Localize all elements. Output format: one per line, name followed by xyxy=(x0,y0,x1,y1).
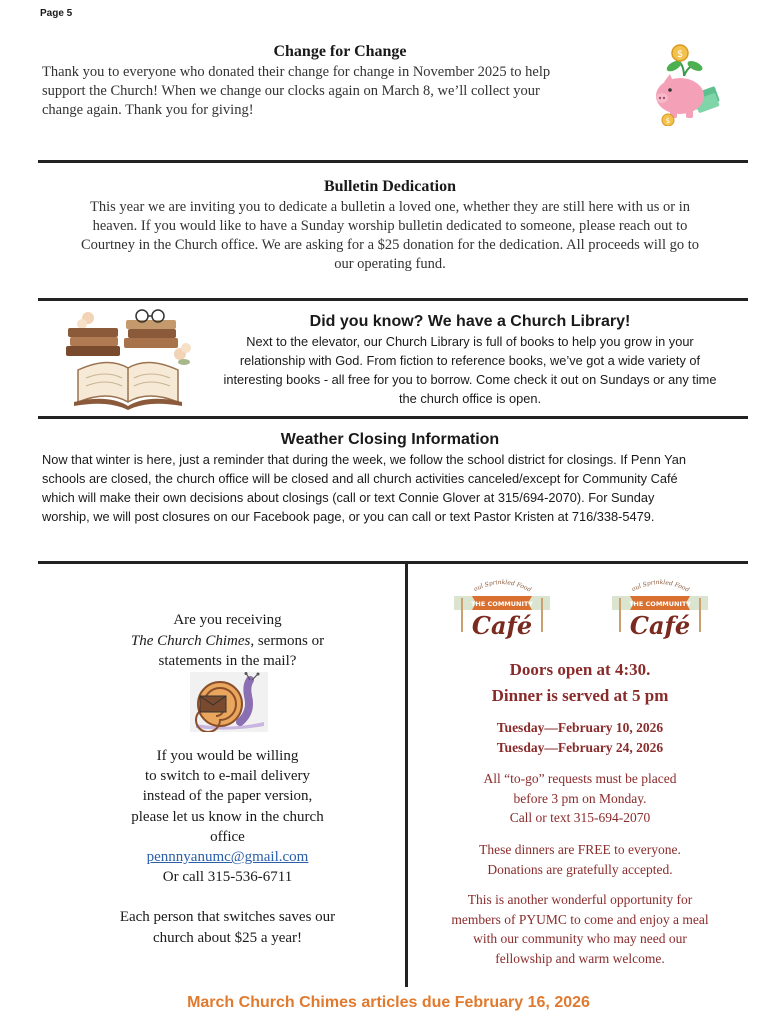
logo-arc: oul Sprinkled Food xyxy=(472,578,533,594)
svg-text:$: $ xyxy=(676,49,684,60)
cafe-opportunity xyxy=(410,890,750,968)
weather-body xyxy=(42,450,752,526)
library-line: interesting books - all free for you to borrow. Come check it out on Sundays or any time xyxy=(223,372,717,387)
library-line: relationship with God. From fiction to reference books, we’ve got a wide variety of xyxy=(239,353,701,368)
change-body xyxy=(42,63,642,120)
bulletin-line: our operating fund. xyxy=(334,256,446,272)
divider xyxy=(38,561,748,564)
library-line: Next to the elevator, our Church Library is full of books to help you grow in your xyxy=(246,334,694,349)
svg-text:$: $ xyxy=(665,117,671,125)
email-line: Each person that switches saves our xyxy=(119,909,336,925)
togo-line: before 3 pm on Monday. xyxy=(513,790,647,806)
togo-line: Call or text 315-694-2070 xyxy=(509,810,651,825)
change-line: change again. Thank you for giving! xyxy=(42,102,254,118)
weather-line: Now that winter is here, just a reminder that during the week, we follow the school district for closings. If Penn Yan xyxy=(42,452,686,467)
weather-title: Weather Closing Information xyxy=(280,431,500,448)
piggy-bank-icon xyxy=(648,44,720,126)
email-line: , sermons or xyxy=(250,632,325,649)
change-line: Thank you to everyone who donated their change for change in November 2025 to help xyxy=(42,64,551,80)
email-line: church about $25 a year! xyxy=(152,929,303,946)
library-title: Did you know? We have a Church Library! xyxy=(309,313,631,330)
togo-line: All “to-go” requests must be placed xyxy=(483,771,677,786)
divider xyxy=(38,298,748,301)
cafe-free xyxy=(410,840,750,879)
bulletin-line: This year we are inviting you to dedicate a bulletin a loved one, whether they are still here with us or in xyxy=(90,199,690,215)
email-link[interactable]: pennnyanumc@gmail.com xyxy=(146,849,309,866)
email-savings xyxy=(60,907,395,948)
divider xyxy=(38,160,748,163)
dinner-time: Dinner is served at 5 pm xyxy=(491,686,669,705)
weather-line: which will make their own decisions about closings (call or text Connie Glover at 315/694-2070). For Sunday xyxy=(42,490,655,505)
weather-line: schools are closed, the church office will be closed and all church activities canceled/except for Community Café xyxy=(42,471,678,486)
logo-arc: oul Sprinkled Food xyxy=(630,578,691,594)
cafe-dates xyxy=(410,718,750,758)
cafe-date: Tuesday—February 24, 2026 xyxy=(496,740,664,755)
logo-word: Café xyxy=(471,611,533,640)
column-divider xyxy=(405,563,408,987)
email-line: please let us know in the church xyxy=(131,808,324,825)
cafe-logo xyxy=(610,578,710,645)
page-number: Page 5 xyxy=(40,8,73,19)
email-line: instead of the paper version, xyxy=(142,788,313,805)
email-line: to switch to e-mail delivery xyxy=(145,768,310,785)
bulletin-line: heaven. If you would like to have a Sunday worship bulletin dedicated to someone, please reach out to xyxy=(92,218,688,234)
opportunity-line: members of PYUMC to come and enjoy a meal xyxy=(451,911,709,927)
svg-text:Soul Sprinkled Foods xyxy=(452,578,532,594)
cafe-logo xyxy=(452,578,552,645)
email-question xyxy=(60,610,395,672)
phone-line: Or call 315-536-6711 xyxy=(162,869,293,886)
email-line: If you would be willing xyxy=(156,748,299,764)
footer-deadline: March Church Chimes articles due February 16, 2026 xyxy=(187,994,590,1011)
library-line: the church office is open. xyxy=(398,391,542,406)
opportunity-line: fellowship and warm welcome. xyxy=(495,950,665,966)
divider xyxy=(38,416,748,419)
logo-word: Café xyxy=(629,611,691,640)
bulletin-line: Courtney in the Church office. We are asking for a $25 donation for the dedication. All proceeds will go to xyxy=(80,237,699,253)
free-line: These dinners are FREE to everyone. xyxy=(479,842,681,857)
bulletin-body xyxy=(30,198,750,274)
svg-text:Soul Sprinkled Foods xyxy=(610,578,690,594)
email-line: office xyxy=(210,828,245,845)
email-request xyxy=(60,746,395,887)
chimes-title: The Church Chimes xyxy=(130,632,251,649)
change-line: support the Church! When we change our clocks again on March 8, we’ll collect your xyxy=(42,83,540,99)
opportunity-line: with our community who may need our xyxy=(473,931,687,946)
books-icon xyxy=(58,304,198,412)
change-title: Change for Change xyxy=(273,43,407,60)
cafe-hours xyxy=(410,657,750,709)
bulletin-title: Bulletin Dedication xyxy=(323,178,456,195)
logo-banner: THE COMMUNITY xyxy=(628,600,692,608)
library-body xyxy=(200,332,740,408)
free-line: Donations are gratefully accepted. xyxy=(487,861,673,877)
snail-mail-icon xyxy=(190,672,268,732)
email-line: statements in the mail? xyxy=(158,653,297,669)
weather-line: worship, we will post closures on our Facebook page, or you can call or text Pastor Kristen at 716/338-5479. xyxy=(42,509,655,524)
cafe-togo xyxy=(410,769,750,828)
doors-open: Doors open at 4:30. xyxy=(509,660,651,679)
cafe-date: Tuesday—February 10, 2026 xyxy=(496,720,664,735)
email-line: Are you receiving xyxy=(173,612,282,628)
logo-banner: THE COMMUNITY xyxy=(470,600,534,608)
opportunity-line: This is another wonderful opportunity for xyxy=(467,892,693,907)
